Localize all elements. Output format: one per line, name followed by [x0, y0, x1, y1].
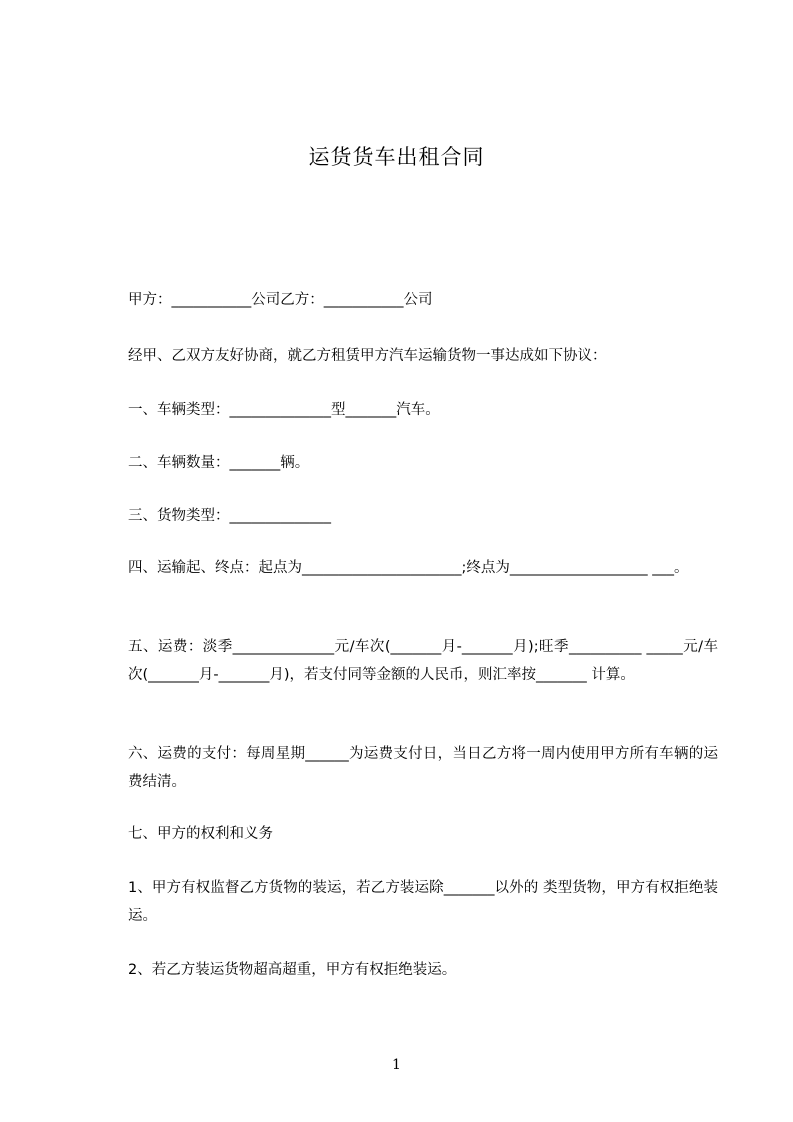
clause-vehicle-count: 二、车辆数量：_______辆。 — [128, 455, 310, 471]
intro-paragraph: 经甲、乙双方友好协商，就乙方租赁甲方汽车运输货物一事达成如下协议： — [128, 348, 607, 364]
parties-line: 甲方：___________公司乙方：___________公司 — [128, 292, 433, 308]
clause-freight: 五、运费：淡季______________元/车次(_______月-_______月);旺季__________ _____元/车次(_______月-_______月)，若支付同等金额的人民币，则汇率按_______ 计算。 — [128, 639, 718, 683]
clause-party-a-rights: 七、甲方的权利和义务 — [128, 826, 273, 842]
clause-route: 四、运输起、终点：起点为______________________;终点为___________________ ___。 — [128, 560, 689, 576]
clause-item-7-1: 1、甲方有权监督乙方货物的装运，若乙方装运除_______以外的 类型货物，甲方有权拒绝装运。 — [128, 880, 718, 924]
page-number: 1 — [392, 1057, 401, 1073]
document-title: 运货货车出租合同 — [308, 145, 485, 169]
clause-payment: 六、运费的支付：每周星期______为运费支付日，当日乙方将一周内使用甲方所有车辆的运费结清。 — [128, 746, 718, 790]
clause-vehicle-type: 一、车辆类型：______________型_______汽车。 — [128, 402, 440, 418]
clause-item-7-2: 2、若乙方装运货物超高超重，甲方有权拒绝装运。 — [128, 962, 457, 978]
clause-cargo-type: 三、货物类型：______________ — [128, 508, 331, 524]
